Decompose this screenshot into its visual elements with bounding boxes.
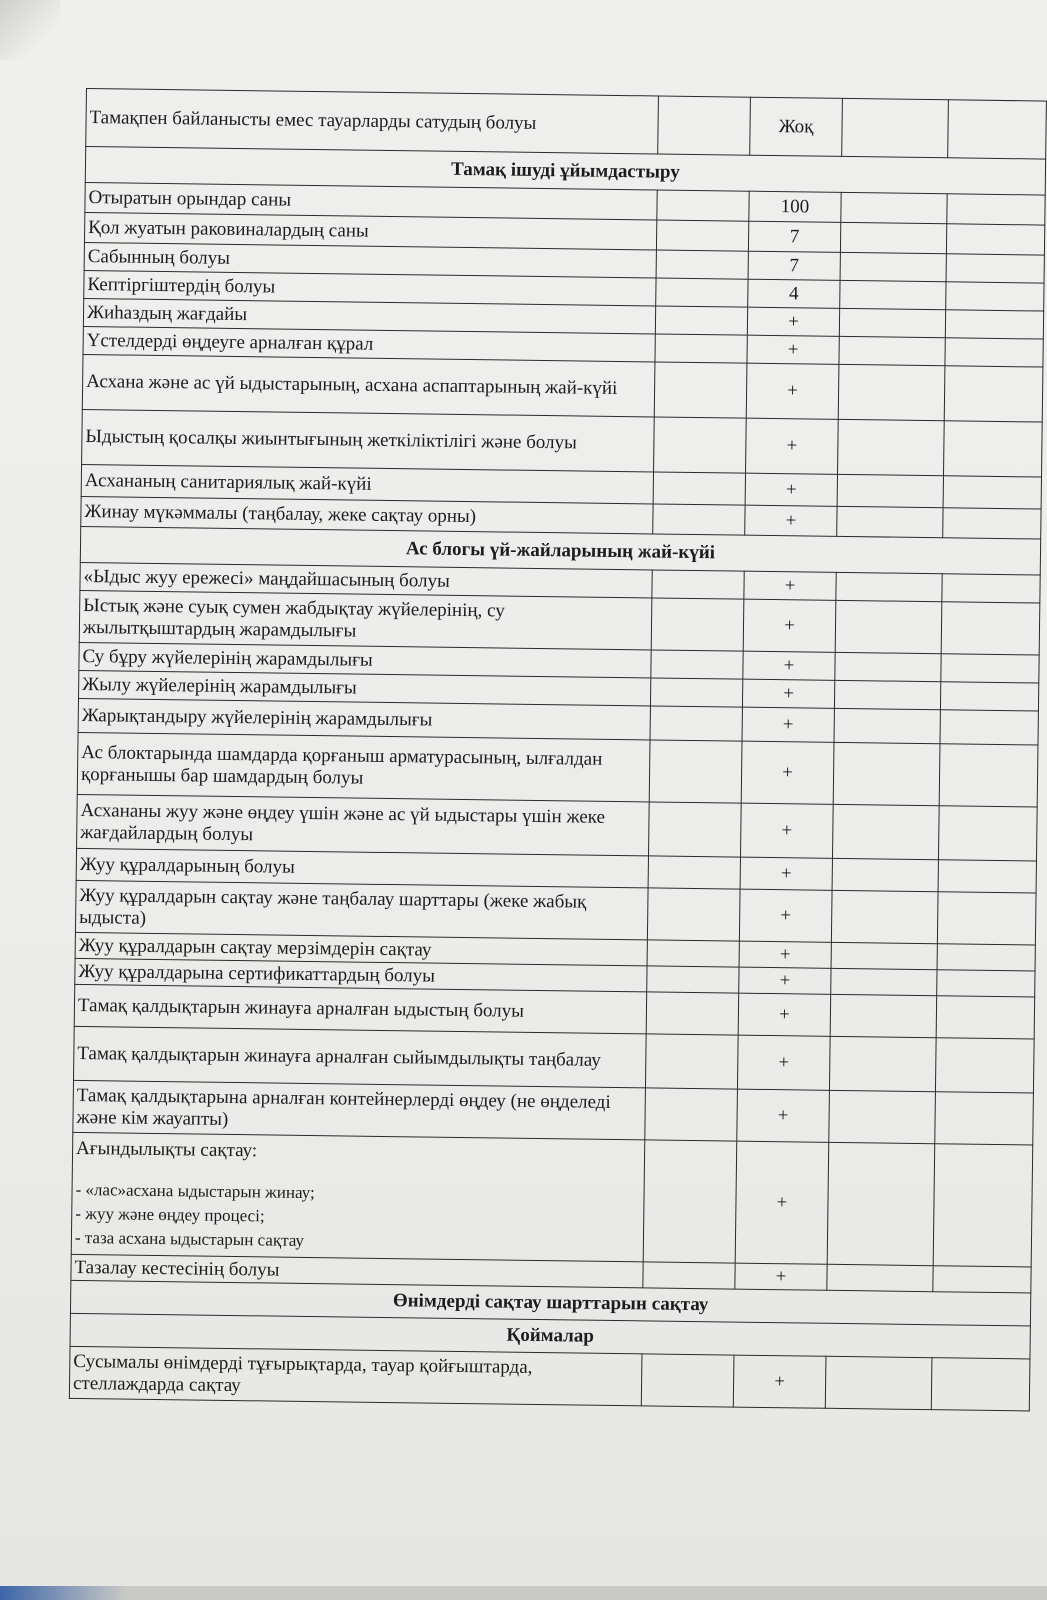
criterion-cell: Ыдыстың қосалқы жиынтығының жеткіліктілігі және болуы [82, 409, 655, 471]
value-cell: + [743, 599, 836, 652]
blank-cell [838, 364, 945, 420]
value-cell: + [741, 741, 834, 804]
blank-cell [650, 706, 742, 741]
blank-cell [651, 650, 743, 679]
blank-cell [647, 940, 739, 967]
blank-cell [931, 1358, 1030, 1411]
blank-cell [655, 334, 747, 363]
blank-cell [948, 100, 1047, 159]
criterion-cell: Сусымалы өнімдерді тұғырықтарда, тауар қойғыштарда, стеллаждарда сақтау [69, 1346, 642, 1405]
blank-cell [942, 574, 1040, 603]
criterion-cell: Ас блоктарында шамдарда қорғаныш арматурасының, ылғалдан қорғанышы бар шамдардың болуы [77, 732, 650, 801]
blank-cell [941, 602, 1040, 655]
section-title: Қоймалар [70, 1313, 1030, 1359]
blank-cell [946, 224, 1044, 255]
blank-cell [829, 1036, 936, 1091]
blank-cell [653, 504, 745, 535]
value-cell: + [737, 1089, 830, 1142]
value-cell: + [739, 967, 831, 994]
bottom-edge [0, 1586, 1047, 1600]
value-cell: + [739, 889, 832, 942]
value-cell: 7 [748, 251, 840, 280]
blank-cell [656, 250, 748, 279]
criterion-cell: Қол жуатын раковиналардың саны [84, 212, 656, 249]
criterion-cell: «Ыдыс жуу ережесі» маңдайшасының болуы [80, 562, 652, 597]
criterion-cell: Асхана және ас үй ыдыстарының, асхана аспаптарының жай-күйі [82, 354, 655, 416]
blank-cell [827, 1142, 935, 1265]
value-cell: + [735, 1141, 829, 1264]
blank-cell [937, 892, 1036, 945]
blank-cell [941, 654, 1039, 683]
blank-cell [938, 806, 1037, 861]
criterion-list-item: - «лас»асхана ыдыстарын жинау; [75, 1179, 315, 1202]
blank-cell [825, 1356, 932, 1409]
blank-cell [835, 652, 941, 681]
criterion-cell: Жуу құралдарының болуы [76, 848, 648, 887]
blank-cell [837, 506, 943, 537]
value-cell: + [746, 418, 839, 474]
criterion-cell [71, 1132, 645, 1261]
blank-cell [648, 802, 741, 857]
section-title: Ас блогы үй-жайларының жай-күйі [80, 526, 1040, 575]
blank-cell [648, 856, 740, 889]
value-cell: Жоқ [750, 97, 843, 156]
criterion-cell: Жуу құралдарын сақтау мерзімдерін сақтау [75, 932, 647, 965]
blank-cell [936, 996, 1035, 1039]
blank-cell [836, 572, 942, 601]
blank-cell [835, 600, 942, 653]
blank-cell [943, 476, 1041, 509]
blank-cell [933, 1266, 1031, 1293]
blank-cell [935, 1038, 1034, 1093]
criterion-cell: Тазалау кестесінің болуы [71, 1254, 643, 1287]
blank-cell [641, 1354, 734, 1407]
blank-cell [650, 678, 742, 707]
blank-cell [830, 994, 937, 1037]
blank-cell [937, 970, 1035, 997]
criterion-list-item: - жуу және өңдеу процесі; [75, 1203, 265, 1225]
value-cell: + [742, 707, 834, 742]
criterion-cell: Асхананың санитариялық жай-күйі [81, 464, 653, 503]
blank-cell [943, 508, 1041, 539]
criterion-cell: Кептіргіштердің болуы [84, 270, 656, 305]
value-cell: + [747, 307, 839, 336]
criterion-cell: Отыратын орындар саны [85, 182, 657, 219]
blank-cell [829, 1090, 936, 1143]
value-cell: + [743, 651, 835, 680]
blank-cell [649, 740, 742, 803]
value-cell: + [747, 335, 839, 364]
blank-cell [833, 742, 940, 805]
blank-cell [646, 992, 739, 1035]
criterion-cell: Жарықтандыру жүйелерінің жарамдылығы [78, 698, 650, 739]
criterion-cell: Тамақпен байланысты емес тауарларды сатудың болуы [86, 89, 659, 154]
blank-cell [933, 1144, 1033, 1267]
blank-cell [653, 472, 745, 505]
value-cell: 4 [748, 279, 840, 308]
criterion-cell: Ыстық және суық сумен жабдықтау жүйелерінің, су жылытқыштардың жарамдылығы [79, 590, 652, 649]
blank-cell [831, 890, 938, 943]
blank-cell [839, 336, 945, 365]
blank-cell [651, 598, 744, 651]
value-cell: + [740, 803, 833, 858]
blank-cell [840, 222, 946, 253]
criterion-cell: Жылу жүйелерінің жарамдылығы [79, 670, 651, 705]
value-cell: 100 [749, 191, 841, 222]
blank-cell [645, 1034, 738, 1089]
blank-cell [831, 942, 937, 969]
blank-cell [840, 280, 946, 309]
value-cell: 7 [748, 221, 840, 252]
criterion-cell: Үстелдерді өңдеуге арналған құрал [83, 326, 655, 361]
blank-cell [657, 190, 749, 221]
criterion-cell: Тамақ қалдықтарын жинауға арналған сыйымдылықты таңбалау [74, 1026, 647, 1087]
blank-cell [946, 254, 1044, 283]
blank-cell [831, 968, 937, 995]
value-cell: + [744, 571, 836, 600]
criterion-cell: Сабынның болуы [84, 242, 656, 277]
section-title: Тамақ ішуді ұйымдастыру [85, 147, 1045, 196]
blank-cell [947, 194, 1045, 225]
blank-cell [945, 310, 1043, 339]
blank-cell [652, 570, 744, 599]
value-cell: + [739, 941, 831, 968]
value-cell: + [740, 857, 832, 890]
blank-cell [643, 1140, 737, 1263]
blank-cell [656, 220, 748, 251]
criterion-list-item: - таза асхана ыдыстарын сақтау [74, 1227, 305, 1250]
blank-cell [840, 252, 946, 281]
blank-cell [944, 366, 1043, 422]
blank-cell [647, 966, 739, 993]
blank-cell [842, 98, 949, 157]
blank-cell [645, 1088, 738, 1141]
criterion-cell: Жуу құралдарына сертификаттардың болуы [75, 958, 647, 991]
inspection-table [69, 88, 1047, 1411]
criterion-cell: Жиһаздың жағдайы [83, 298, 655, 333]
blank-cell [658, 96, 751, 155]
blank-cell [841, 192, 947, 223]
blank-cell [838, 419, 945, 475]
value-cell: + [745, 505, 837, 536]
blank-cell [643, 1262, 735, 1289]
table-row [71, 1132, 1033, 1267]
blank-cell [943, 421, 1042, 477]
blank-cell [655, 306, 747, 335]
criterion-cell: Тамақ қалдықтарын жинауға арналған ыдыстың болуы [74, 984, 647, 1033]
blank-cell [937, 944, 1035, 971]
inspection-table-body [69, 89, 1046, 1411]
blank-cell [647, 888, 740, 941]
value-cell: + [735, 1263, 827, 1290]
blank-cell [656, 278, 748, 307]
section-title: Өнімдерді сақтау шарттарын сақтау [70, 1280, 1030, 1326]
blank-cell [935, 1092, 1034, 1145]
blank-cell [654, 417, 747, 473]
blank-cell [834, 708, 940, 743]
value-cell: + [738, 993, 831, 1036]
blank-cell [945, 338, 1043, 367]
criterion-label: Ағындылықты сақтау: [75, 1137, 258, 1161]
blank-cell [832, 804, 939, 859]
page-corner-shadow [0, 0, 60, 60]
value-cell: + [737, 1035, 830, 1090]
blank-cell [940, 682, 1038, 711]
blank-cell [939, 744, 1038, 807]
value-cell: + [745, 473, 837, 506]
blank-cell [827, 1264, 933, 1291]
criterion-cell: Жинау мүкәммалы (таңбалау, жеке сақтау орны) [81, 496, 653, 533]
criterion-cell: Тамақ қалдықтарына арналған контейнерлерді өңдеу (не өңделеді және кім жауапты) [73, 1080, 646, 1139]
criterion-cell: Жуу құралдарын сақтау және таңбалау шарттары (жеке жабық ыдыста) [75, 880, 648, 939]
blank-cell [834, 680, 940, 709]
value-cell: + [742, 679, 834, 708]
blank-cell [938, 860, 1036, 893]
blank-cell [832, 858, 938, 891]
value-cell: + [733, 1355, 826, 1408]
criterion-cell: Су бұру жүйелерінің жарамдылығы [79, 642, 651, 677]
blank-cell [940, 710, 1038, 745]
criterion-cell: Асхананы жуу және өңдеу үшін және ас үй ыдыстары үшін жеке жағдайлардың болуы [77, 794, 650, 855]
blank-cell [839, 308, 945, 337]
value-cell: + [746, 363, 839, 419]
blank-cell [946, 282, 1044, 311]
blank-cell [654, 362, 747, 418]
blank-cell [837, 474, 943, 507]
